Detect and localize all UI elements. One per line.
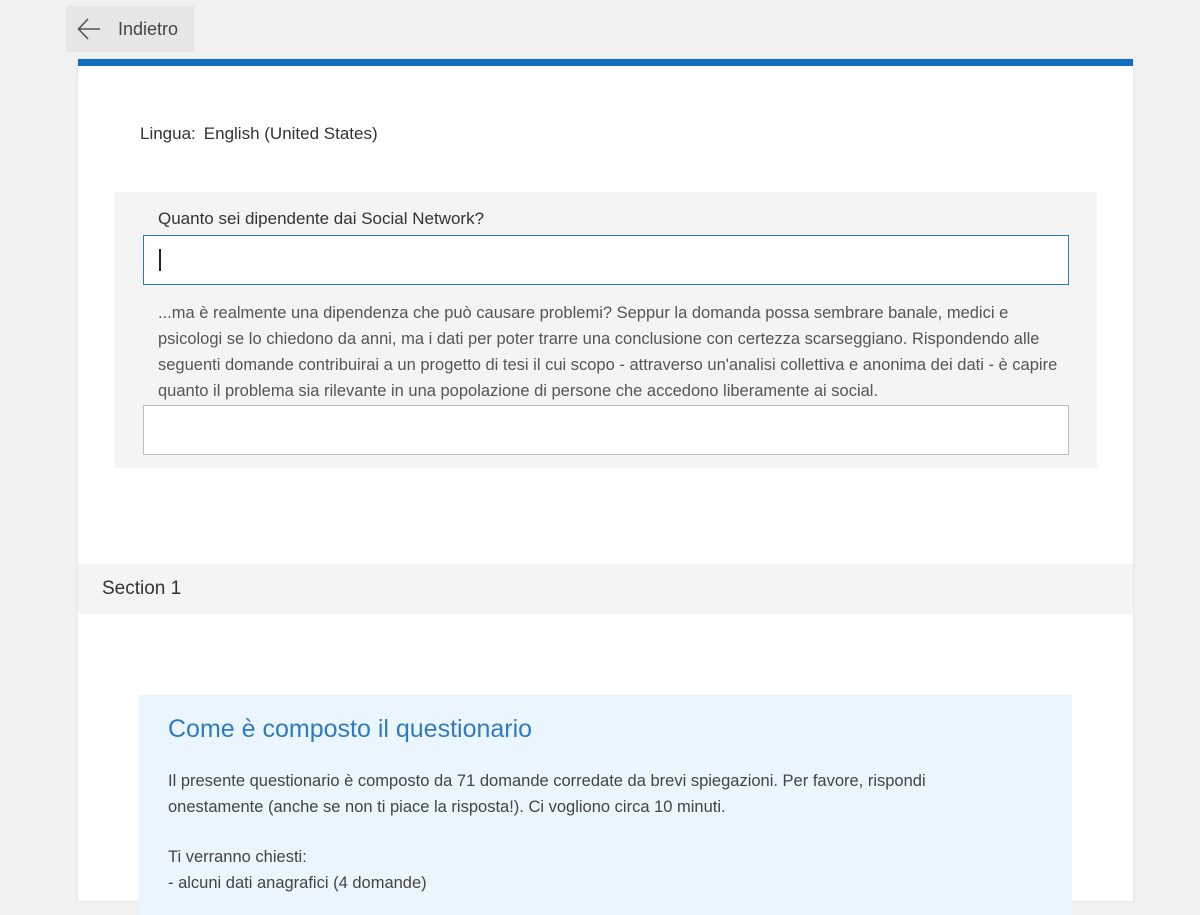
language-label: Lingua: [140, 124, 196, 143]
section-title: Section 1 [102, 578, 182, 599]
question-description: ...ma è realmente una dipendenza che può causare problemi? Seppur la domanda possa sembrare banale, medici e psicologi se lo chiedono da anni, ma i dati per poter trarre una conclusione con certezza scarseggiano. Rispondendo alle seguenti domande contribuirai a un progetto di tesi il cui scopo - attraverso un'analisi collettiva e anonima dei dati - è capire quanto il problema sia rilevante in una popolazione di persone che accedono liberamente ai social. [158, 304, 1058, 400]
top-bar [0, 0, 1200, 58]
info-box [139, 695, 1072, 915]
language-row [140, 124, 378, 144]
back-label: Indietro [118, 18, 179, 39]
section-header[interactable] [78, 564, 1133, 614]
question-block [115, 192, 1097, 468]
info-paragraph-2-line-2: - alcuni dati anagrafici (4 domande) [168, 874, 427, 892]
language-selector[interactable]: English (United States) [203, 124, 378, 143]
back-button[interactable] [66, 6, 194, 52]
arrow-left-icon [76, 16, 102, 42]
text-caret [159, 249, 161, 271]
question-title: Quanto sei dipendente dai Social Network? [158, 209, 485, 228]
second-answer-input[interactable] [143, 405, 1069, 455]
answer-input[interactable] [143, 235, 1069, 285]
form-card [78, 59, 1133, 901]
info-paragraph-1: Il presente questionario è composto da 71 domande corredate da brevi spiegazioni. Per favore, rispondi onestamente (anche se non ti piace la risposta!). Ci vogliono circa 10 minuti. [168, 772, 926, 816]
info-title: Come è composto il questionario [168, 715, 533, 743]
info-paragraph-2-line-1: Ti verranno chiesti: [168, 848, 307, 866]
